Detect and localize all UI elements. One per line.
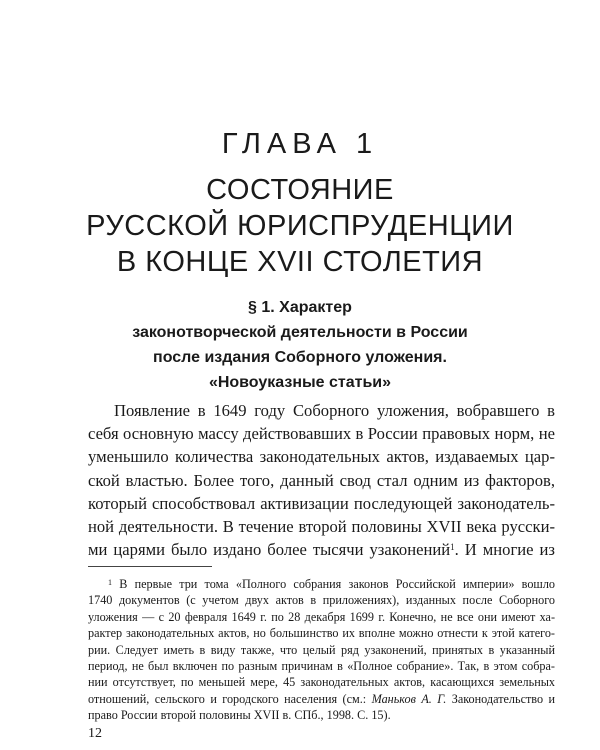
footnote-divider [88, 566, 212, 567]
body-line: уменьшило количества законодательных актов, издаваемых цар- [88, 447, 555, 467]
section-title-line: после издания Соборного уложения. [153, 349, 447, 366]
footnote-line: нии отсутствует, по меньшей мере, 45 законодательных актов, касающихся земельных [88, 675, 555, 690]
footnote-line: 1740 документов (с учетом двух актов в приложениях), изданных после Соборного [88, 593, 555, 608]
footnote-line: уложения — с 20 февраля 1649 г. по 28 декабря 1699 г. Конечно, не все они имеют ха- [88, 609, 555, 624]
body-line: ской властью. Более того, данный свод стал одним из факторов, [88, 470, 555, 490]
body-line: который способствовал активизации последующей законодатель- [88, 493, 555, 513]
body-line: ми царями было издано более тысячи узаконений$^1$. И многие из [88, 540, 555, 560]
page-number: 12 [88, 726, 102, 741]
footnote-line: период, не был включен по разным причинам в «Полное собрание». Так, в этом собра- [88, 659, 555, 674]
section-title-line: § 1. Характер [248, 299, 352, 316]
body-line-text: И многие из [464, 540, 555, 560]
footnote-line: рактер законодательных актов, но большинство их вполне можно отнести к этой катего- [88, 626, 555, 641]
chapter-label: ГЛАВА 1 [221, 128, 379, 160]
footnote-line [88, 691, 555, 707]
footnote-line: рии. Следует иметь в виду также, что целый ряд узаконений, принятых в указанный [88, 642, 555, 657]
footnote-reference[interactable]: 1 [450, 542, 455, 553]
chapter-title-line: В КОНЦЕ XVII СТОЛЕТИЯ [116, 246, 484, 278]
footnote-line-text: В первые три тома «Полного собрания законов Российской империи» вошло [119, 577, 555, 591]
body-line: ной деятельности. В течение второй половины XVII века русски- [88, 517, 555, 537]
footnote-line [88, 576, 555, 592]
chapter-title-line: СОСТОЯНИЕ [206, 174, 394, 206]
body-line: Появление в 1649 году Соборного уложения, вобравшего в [114, 401, 555, 420]
footnote-line-text: Законодательство и [451, 691, 556, 706]
body-line-text: ми царями было издано более тысячи узаконений [88, 540, 451, 560]
body-line: себя основную массу действовавших в России правовых норм, не [88, 424, 555, 444]
footnote-marker: 1 [108, 578, 112, 587]
chapter-title-line: РУССКОЙ ЮРИСПРУДЕНЦИИ [86, 210, 514, 242]
section-title-line: «Новоуказные статьи» [208, 374, 392, 391]
section-title-line: законотворческой деятельности в России [132, 324, 468, 341]
footnote [88, 576, 555, 724]
footnote-author: Маньков А. Г. [371, 691, 447, 706]
section-title [0, 295, 600, 395]
footnote-line: право России второй половины XVII в. СПб., 1998. С. 15). [88, 708, 391, 723]
footnote-line-text: отношений, сельского и городского населения (см.: [88, 691, 367, 706]
body-paragraph [88, 399, 555, 561]
chapter-title [0, 172, 600, 280]
